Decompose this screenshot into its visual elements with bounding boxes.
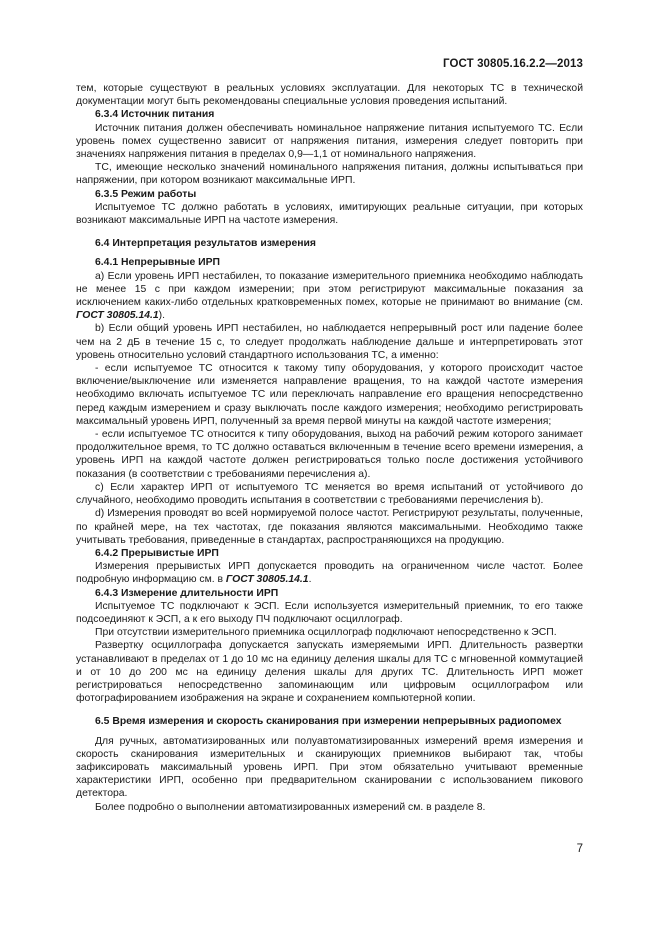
section-heading-6-3-5: 6.3.5 Режим работы: [95, 188, 197, 200]
standard-reference: ГОСТ 30805.14.1: [76, 310, 159, 322]
paragraph: Испытуемое ТС должно работать в условиях, имитирующих реальные ситуации, при которых возникают максимальные ИРП на частоте измерения.: [76, 201, 583, 227]
section-heading-6-3-4: 6.3.4 Источник питания: [95, 109, 215, 121]
section-heading-6-4-3: 6.4.3 Измерение длительности ИРП: [95, 587, 279, 599]
paragraph-item-a: [76, 270, 583, 323]
paragraph: Источник питания должен обеспечивать номинальное напряжение питания испытуемого ТС. Если уровень помех существенно зависит от напряжения питания, измерения следует повторить при значениях напряжения питания в пределах 0,9—1,1 от номинального напряжения.: [76, 122, 583, 161]
paragraph-item-c: c) Если характер ИРП от испытуемого ТС меняется во время испытаний от устойчивого до случайного, необходимо проводить испытания в соответствии с требованиями перечисления b).: [76, 481, 583, 507]
paragraph: Для ручных, автоматизированных или полуавтоматизированных измерений время измерения и скорость сканирования измерительных и сканирующих приемников выбирают так, чтобы зафиксировать максимальный уровень ИРП. При этом обязательно учитывают временные характеристики ИРП, особенно при предварительном сканировании с использованием пикового детектора.: [76, 735, 583, 800]
paragraph: Более подробно о выполнении автоматизированных измерений см. в разделе 8.: [95, 801, 486, 813]
section-heading-6-4-2: 6.4.2 Прерывистые ИРП: [95, 547, 219, 559]
list-item: - если испытуемое ТС относится к типу оборудования, выход на рабочий режим которого занимает продолжительное время, то ТС должно оставаться включенным в течение всего времени измерения, а уровень ИРП на каждой частоте должен регистрироваться только после достижения устойчивого показания (в соответствии с требованиями перечисления а).: [76, 429, 583, 480]
document-body: [76, 82, 583, 814]
paragraph-item-d: d) Измерения проводят во всей нормируемой полосе частот. Регистрируют результаты, полученные, по крайней мере, на тех частотах, где показания являются максимальными. Необходимо также учитывать требования, приведенные в стандартах, распространяющихся на продукцию.: [76, 508, 583, 546]
paragraph: ТС, имеющие несколько значений номинального напряжения питания, должны испытываться при напряжении, при котором возникают максимальные ИРП.: [76, 162, 583, 187]
section-heading-6-5: 6.5 Время измерения и скорость сканирования при измерении непрерывных радиопомех: [95, 716, 562, 728]
paragraph-text: Измерения прерывистых ИРП допускается проводить на ограниченном числе частот. Более подробную информацию см. в: [76, 561, 583, 586]
document-header: ГОСТ 30805.16.2.2—2013: [443, 58, 583, 70]
paragraph-text: а) Если уровень ИРП нестабилен, то показание измерительного приемника необходимо наблюдать не менее 15 с при каждом измерении; при этом регистрируют максимальные показания за исключением каких-либо отдельных кратковременных помех, которые не принимают во внимание (см.: [76, 270, 583, 309]
paragraph: При отсутствии измерительного приемника осциллограф подключают непосредственно к ЭСП.: [95, 627, 557, 639]
paragraph: тем, которые существуют в реальных условиях эксплуатации. Для некоторых ТС в технической документации могут быть рекомендованы специальные условия проведения испытаний.: [76, 83, 583, 108]
paragraph-item-b: b) Если общий уровень ИРП нестабилен, но наблюдается непрерывный рост или падение более чем на 2 дБ в течение 15 с, то следует продолжать наблюдение дальше и интерпретировать этот уровень относительно условий стандартного использования ТС, а именно:: [76, 323, 583, 361]
standard-reference: ГОСТ 30805.14.1: [225, 574, 309, 586]
paragraph: [76, 560, 583, 586]
paragraph: Развертку осциллографа допускается запускать измеряемыми ИРП. Длительность развертки устанавливают в пределах от 1 до 10 мс на единицу деления шкалы для ТС с мгновенной коммутацией и от 10 до 200 мс на единицу деления шкалы для других ТС. Длительность ИРП может регистрироваться непосредственно запоминающим или цифровым осциллографом или фотографированием изображения на экране и сохранением компьютерной копии.: [76, 640, 583, 705]
paragraph: Испытуемое ТС подключают к ЭСП. Если используется измерительный приемник, то его также подсоединяют к ЭСП, а к его выходу ПЧ подключают осциллограф.: [76, 600, 583, 625]
paragraph-text: ).: [158, 310, 166, 322]
section-heading-6-4: 6.4 Интерпретация результатов измерения: [95, 238, 316, 250]
section-heading-6-4-1: 6.4.1 Непрерывные ИРП: [95, 257, 220, 269]
paragraph-text: .: [308, 574, 312, 586]
list-item: - если испытуемое ТС относится к такому типу оборудования, у которого происходит частое включение/выключение или изменяется направление вращения, то на каждой частоте измерения необходимо включать испытуемое ТС или переключать направление его вращения непосредственно перед каждым измерением и сразу выключать после каждого измерения; необходимо регистрировать максимальный уровень ИРП, полученный за время первой минуты на каждой частоте измерения;: [76, 363, 583, 427]
page-number: 7: [576, 843, 583, 855]
